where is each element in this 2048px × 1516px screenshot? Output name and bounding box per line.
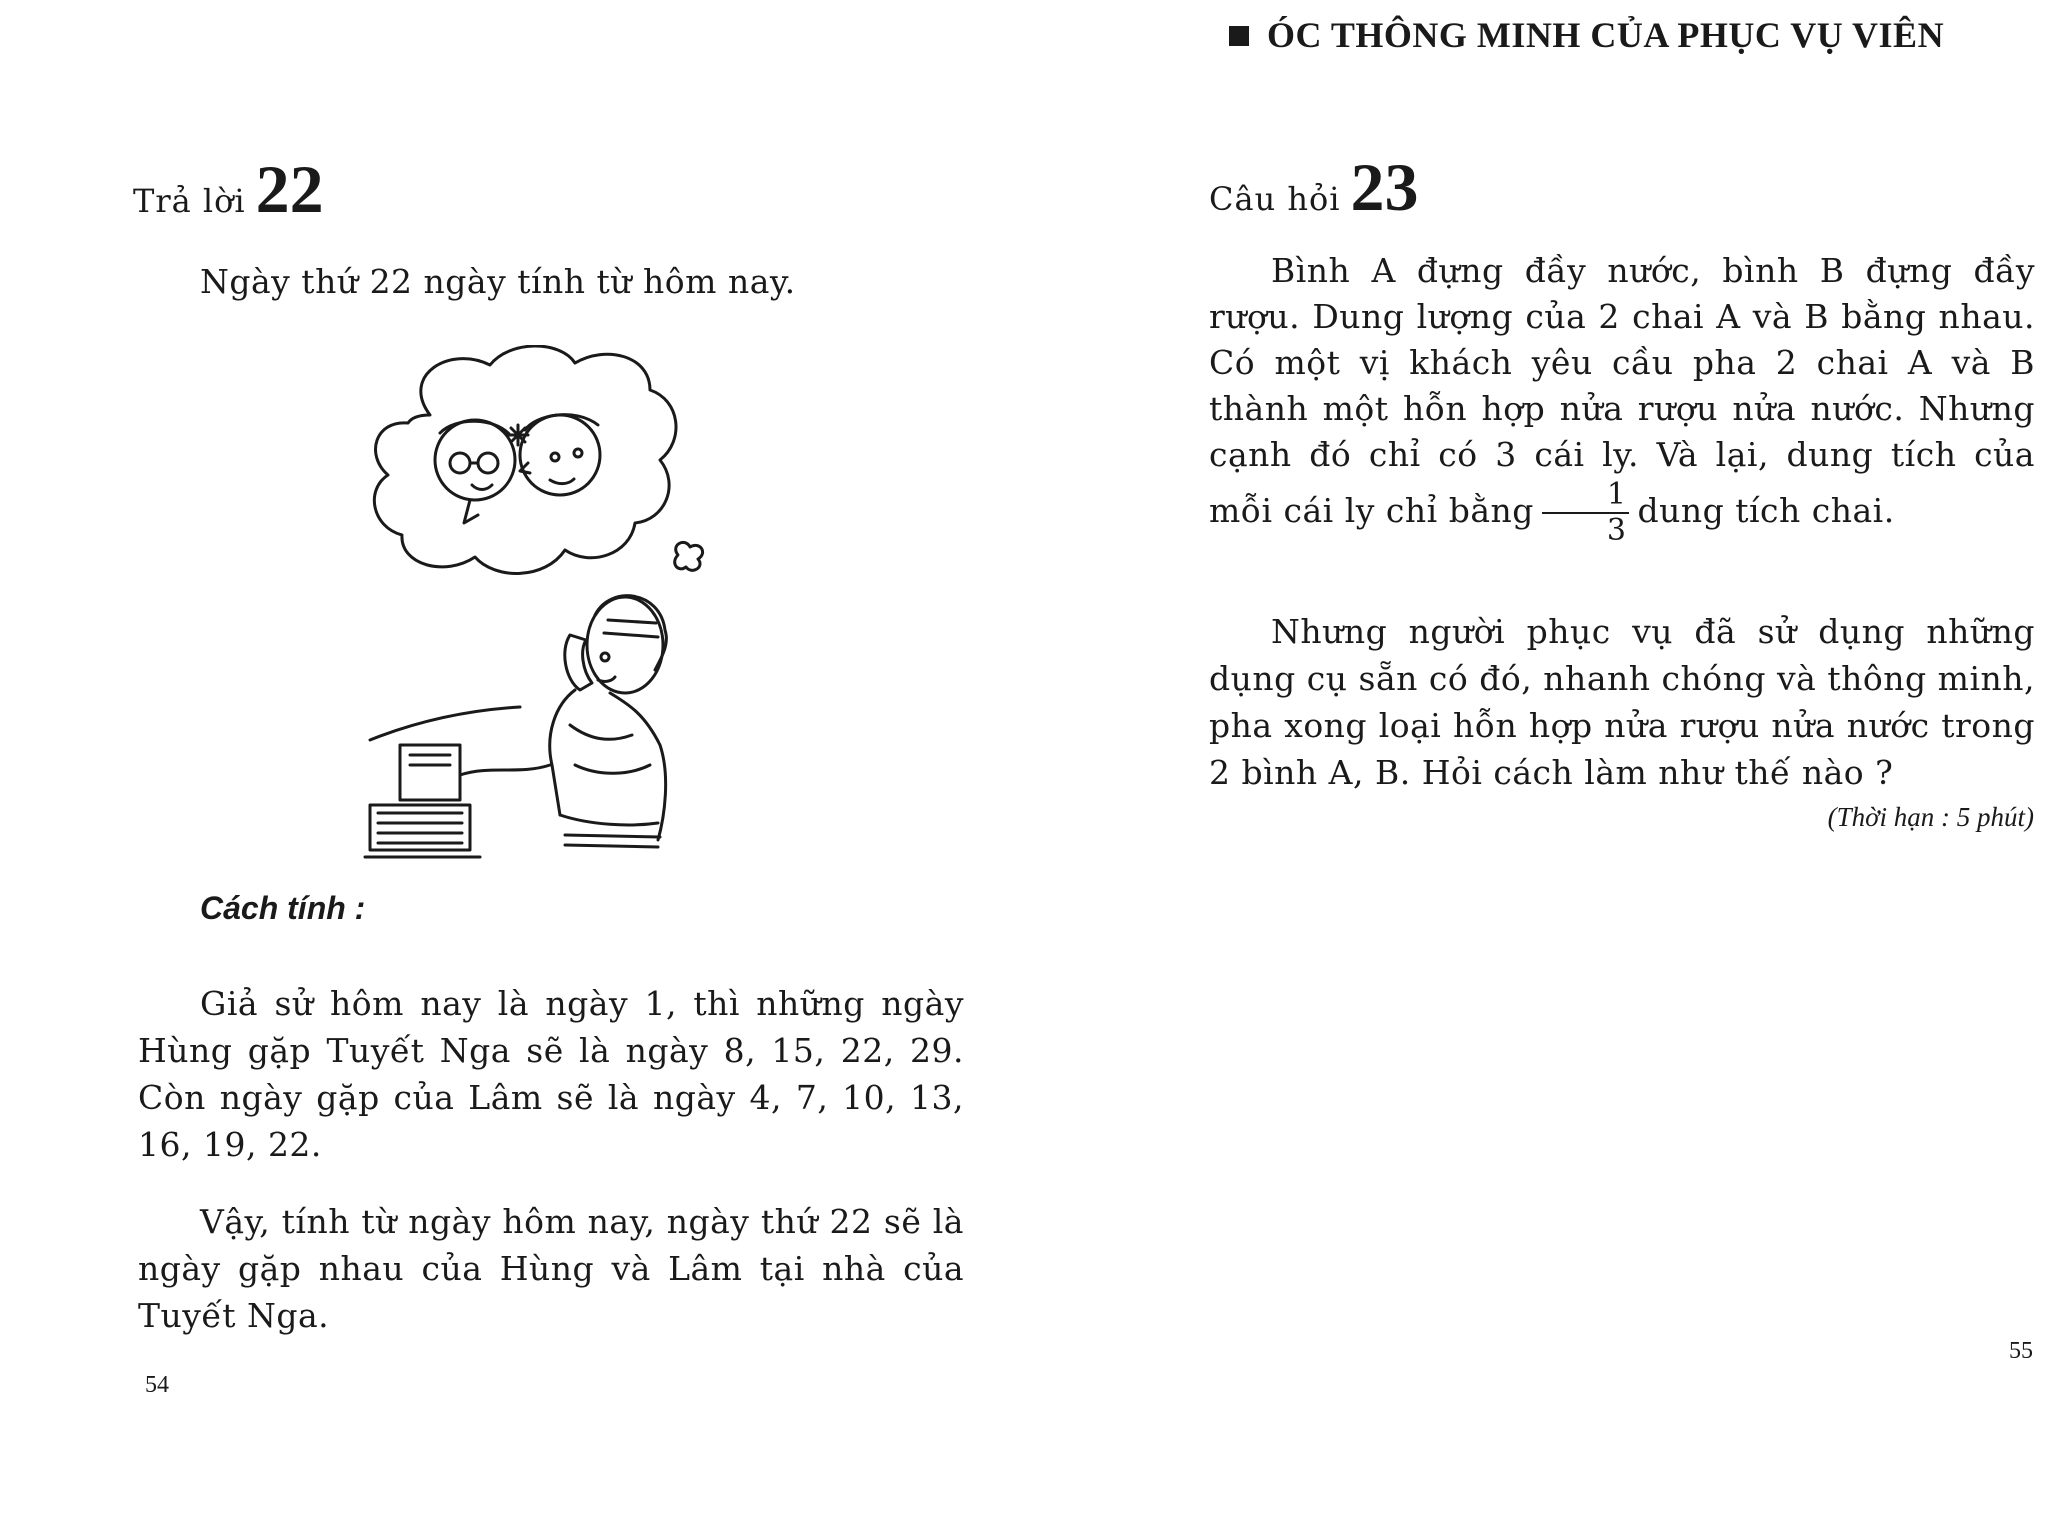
square-bullet-icon bbox=[1229, 26, 1249, 46]
question-text-after-fraction: dung tích chai. bbox=[1637, 491, 1895, 530]
answer-heading bbox=[133, 150, 324, 229]
time-limit: (Thời hạn : 5 phút) bbox=[1827, 802, 2034, 832]
running-header bbox=[1229, 14, 1944, 56]
method-paragraph-2: Vậy, tính từ ngày hôm nay, ngày thứ 22 sẽ là ngày gặp nhau của Hùng và Lâm tại nhà của Tuyết Nga. bbox=[138, 1202, 964, 1335]
page-number-right: 55 bbox=[2009, 1338, 2033, 1364]
page-number-left: 54 bbox=[145, 1372, 169, 1398]
thought-cloud bbox=[374, 346, 676, 573]
telephone bbox=[400, 745, 460, 800]
cartoon-illustration bbox=[360, 345, 720, 860]
method-subheading: Cách tính : bbox=[200, 890, 366, 926]
running-header-text: ÓC THÔNG MINH CỦA PHỤC VỤ VIÊN bbox=[1267, 15, 1945, 55]
fraction-one-third bbox=[1542, 478, 1630, 548]
answer-text: Ngày thứ 22 ngày tính từ hôm nay. bbox=[200, 262, 796, 301]
answer-heading-number: 22 bbox=[255, 151, 324, 227]
fraction-numerator: 1 bbox=[1542, 478, 1630, 514]
question-heading-number: 23 bbox=[1350, 149, 1419, 225]
answer-heading-label: Trả lời bbox=[133, 182, 246, 220]
question-text-before-fraction: Bình A đựng đầy nước, bình B đựng đầy rượu. Dung lượng của 2 chai A và B bằng nhau. Có một vị khách yêu cầu pha 2 chai A và B thành một hỗn hợp nửa rượu nửa nước. Nhưng cạnh đó chỉ có 3 cái ly. Và lại, dung tích của mỗi cái ly chỉ bằng bbox=[1209, 251, 2035, 530]
method-paragraph-1: Giả sử hôm nay là ngày 1, thì những ngày Hùng gặp Tuyết Nga sẽ là ngày 8, 15, 22, 29. Còn ngày gặp của Lâm sẽ là ngày 4, 7, 10, 13, 16, 19, 22. bbox=[138, 984, 964, 1164]
question-paragraph-2: Nhưng người phục vụ đã sử dụng những dụng cụ sẵn có đó, nhanh chóng và thông minh, pha xong loại hỗn hợp nửa rượu nửa nước trong 2 bình A, B. Hỏi cách làm như thế nào ? bbox=[1209, 612, 2035, 792]
question-heading bbox=[1209, 148, 1418, 227]
question-paragraph-1 bbox=[1209, 248, 2035, 548]
question-heading-label: Câu hỏi bbox=[1209, 180, 1341, 218]
right-page bbox=[1024, 0, 2048, 1516]
fraction-denominator: 3 bbox=[1606, 513, 1627, 548]
